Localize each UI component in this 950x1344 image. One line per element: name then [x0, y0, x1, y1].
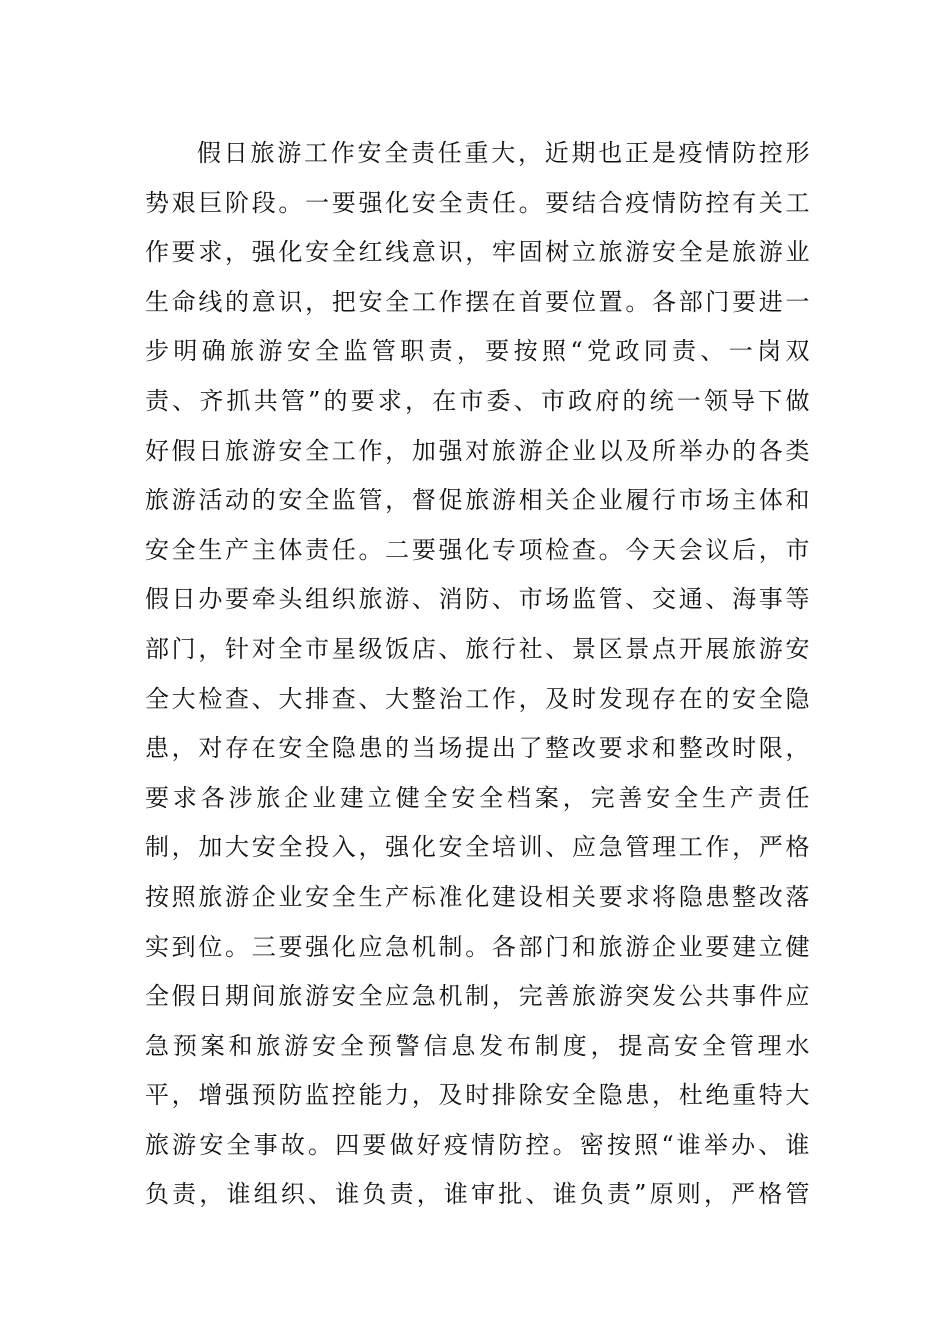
paragraph-line: 责、齐抓共管”的要求，在市委、市政府的统一领导下做	[145, 386, 810, 415]
paragraph-line: 旅游安全事故。四要做好疫情防控。密按照“谁举办、谁	[145, 1130, 810, 1159]
body-paragraph	[145, 133, 810, 1224]
paragraph-line: 部门，针对全市星级饭店、旅行社、景区景点开展旅游安	[145, 634, 810, 663]
paragraph-line: 安全生产主体责任。二要强化专项检查。今天会议后，市	[145, 535, 810, 564]
paragraph-line: 要求各涉旅企业建立健全安全档案，完善安全生产责任	[145, 783, 810, 812]
paragraph-line: 假日办要牵头组织旅游、消防、市场监管、交通、海事等	[145, 585, 810, 614]
paragraph-line: 旅游活动的安全监管，督促旅游相关企业履行市场主体和	[145, 486, 810, 515]
paragraph-line: 好假日旅游安全工作，加强对旅游企业以及所举办的各类	[145, 436, 810, 465]
paragraph-line: 实到位。三要强化应急机制。各部门和旅游企业要建立健	[145, 932, 810, 961]
paragraph-line: 患，对存在安全隐患的当场提出了整改要求和整改时限，	[145, 734, 810, 763]
paragraph-line: 作要求，强化安全红线意识，牢固树立旅游安全是旅游业	[145, 238, 810, 267]
paragraph-line: 步明确旅游安全监管职责，要按照“党政同责、一岗双	[145, 337, 810, 366]
paragraph-line: 全大检查、大排查、大整治工作，及时发现存在的安全隐	[145, 684, 810, 713]
paragraph-line: 全假日期间旅游安全应急机制，完善旅游突发公共事件应	[145, 982, 810, 1011]
paragraph-line: 制，加大安全投入，强化安全培训、应急管理工作，严格	[145, 833, 810, 862]
paragraph-line: 假日旅游工作安全责任重大，近期也正是疫情防控形	[197, 139, 810, 167]
paragraph-line: 平，增强预防监控能力，及时排除安全隐患，杜绝重特大	[145, 1081, 810, 1110]
paragraph-line: 势艰巨阶段。一要强化安全责任。要结合疫情防控有关工	[145, 188, 810, 217]
paragraph-line: 负责，谁组织、谁负责，谁审批、谁负责”原则，严格管	[145, 1180, 810, 1209]
paragraph-line: 生命线的意识，把安全工作摆在首要位置。各部门要进一	[145, 287, 810, 316]
paragraph-line: 急预案和旅游安全预警信息发布制度，提高安全管理水	[145, 1031, 810, 1060]
paragraph-line: 按照旅游企业安全生产标准化建设相关要求将隐患整改落	[145, 882, 810, 911]
